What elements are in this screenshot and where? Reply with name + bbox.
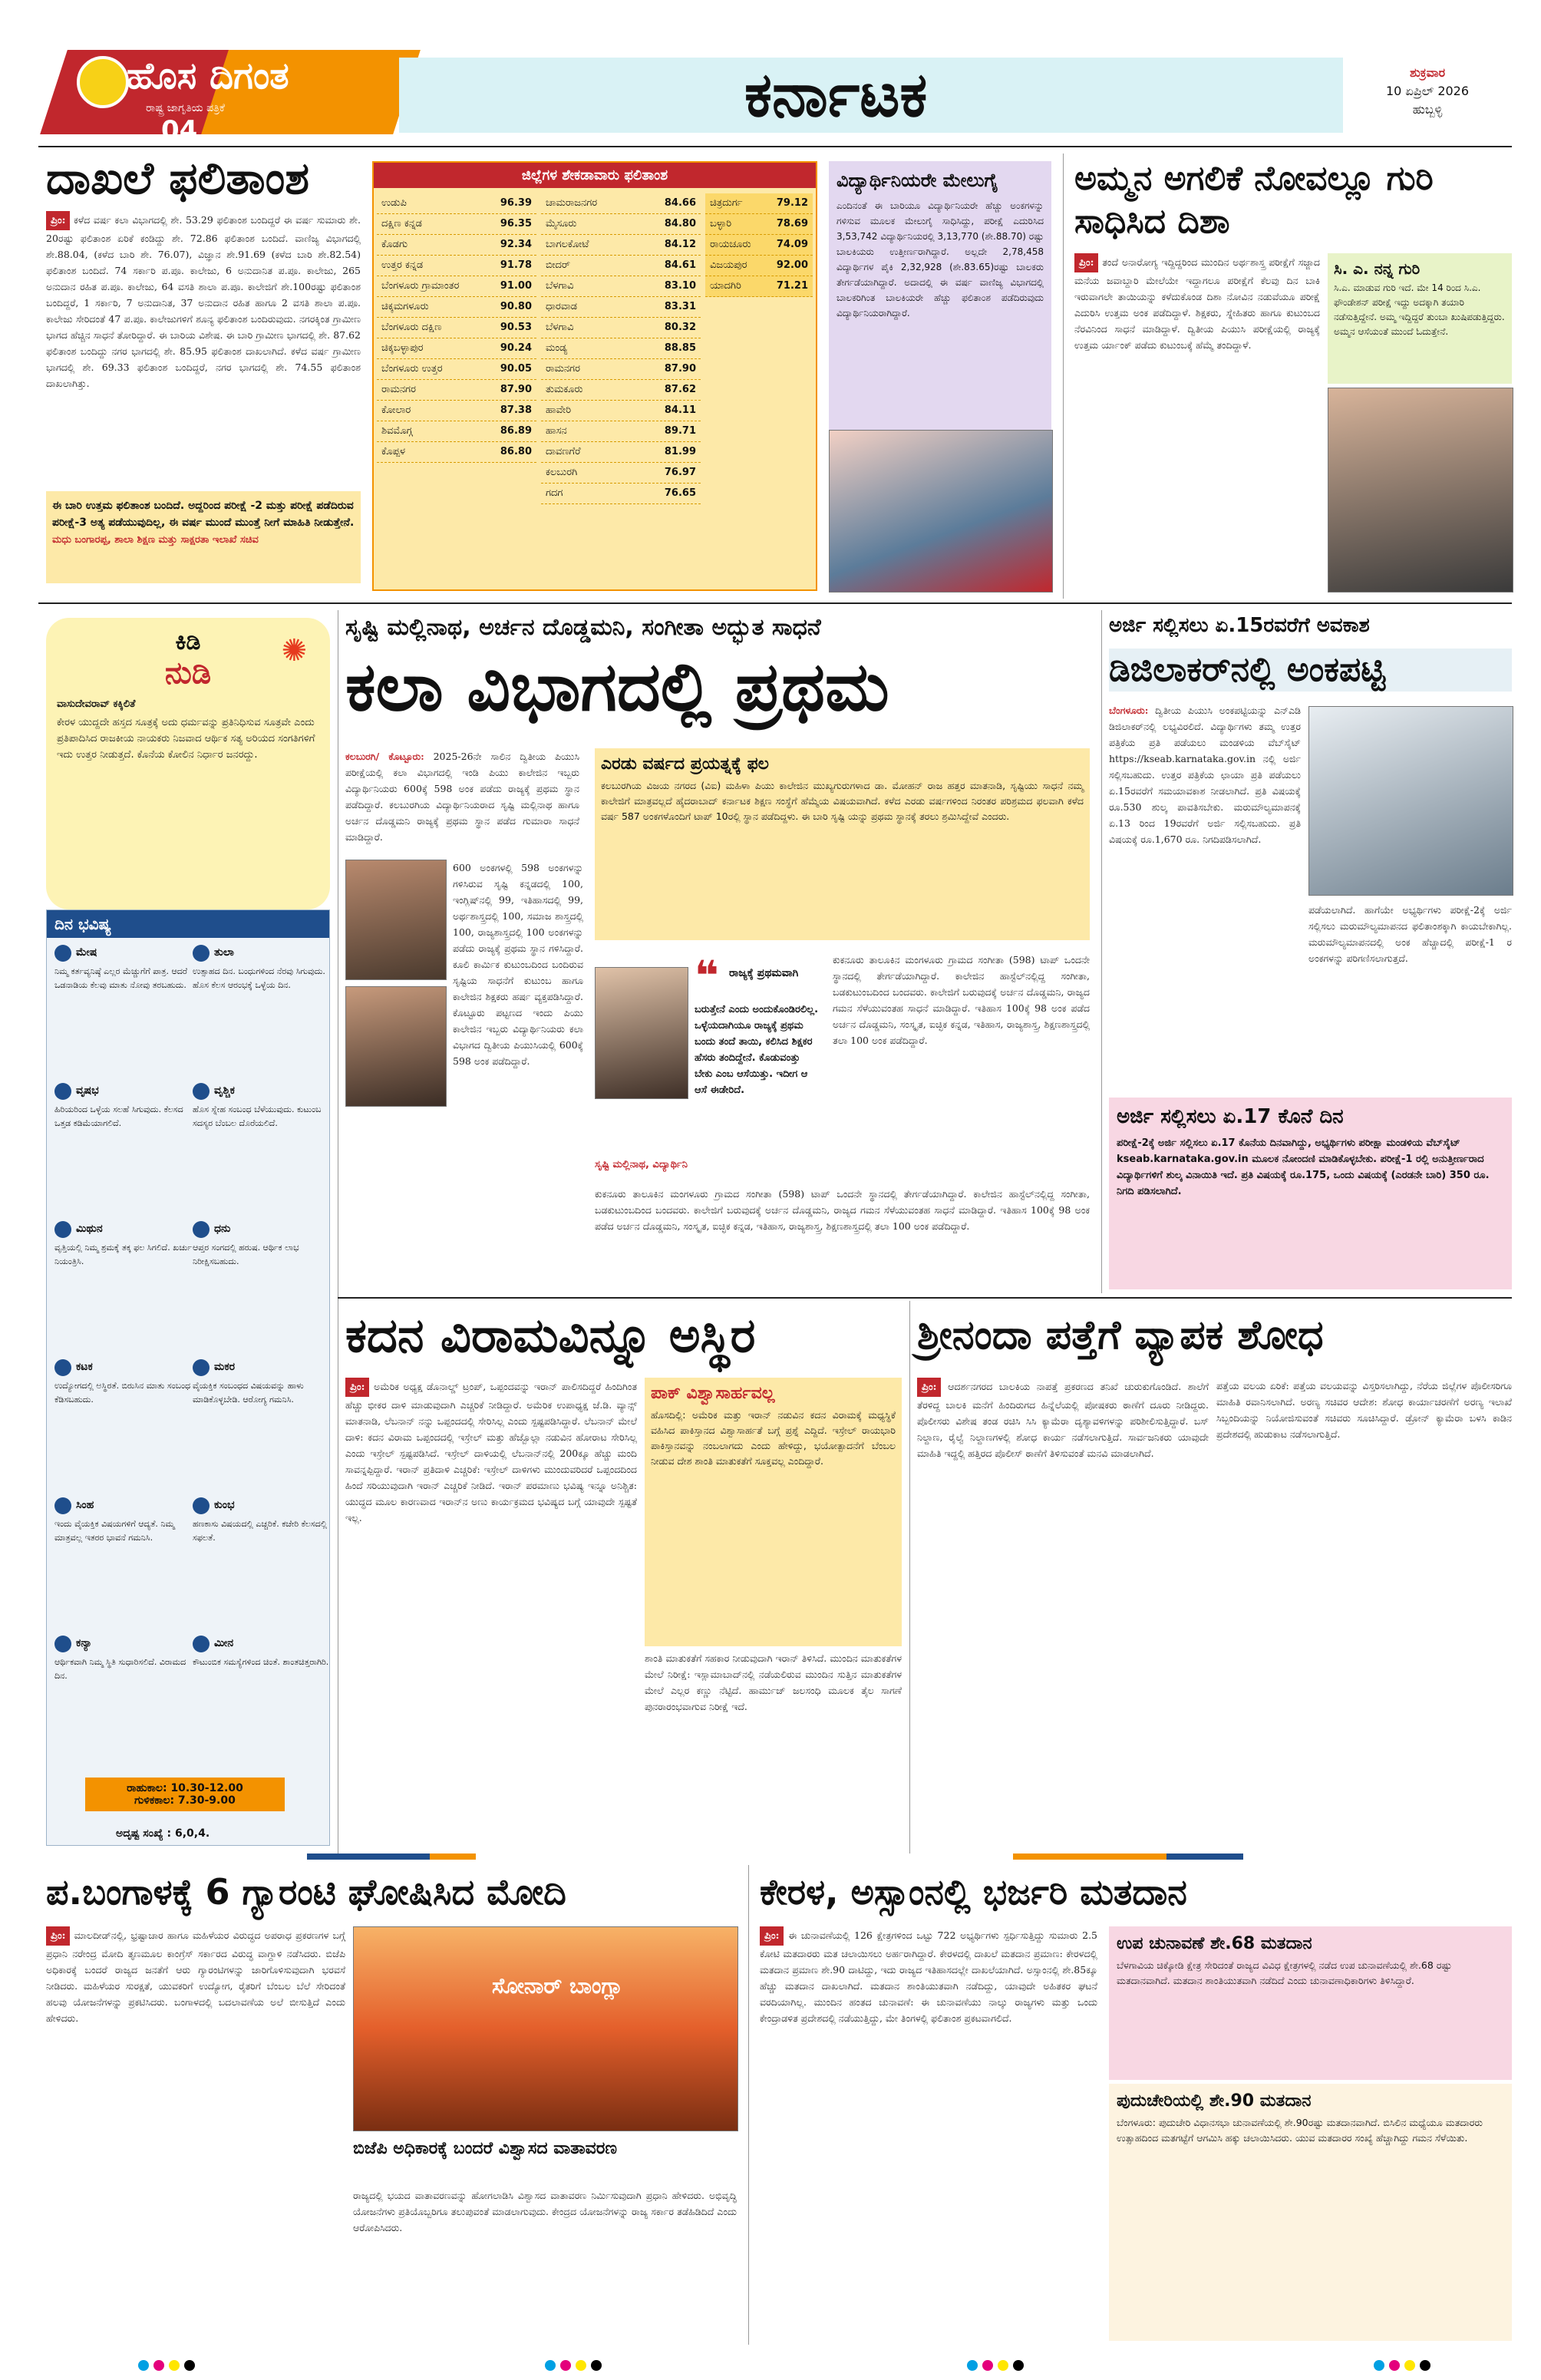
arts-body-2 [453, 860, 583, 1289]
horoscope-sign [193, 1083, 331, 1131]
sign-name: ಮೀನ [214, 1637, 234, 1649]
registration-marks [967, 2360, 1024, 2371]
sign-text: ಉದ್ಯೋಗದಲ್ಲಿ ಅಸ್ಥಿರತೆ. ಬಿರುಸಿನ ಮಾತು ಸಂಬಂಧ ಕೆಡಿಸಬಹುದು. [54, 1381, 191, 1405]
sign-name: ಧನು [214, 1223, 231, 1235]
horoscope-sign [193, 1221, 331, 1269]
sign-text: ಹಿರಿಯರಿಂದ ಒಳ್ಳೆಯ ಸಲಹೆ ಸಿಗುವುದು. ಕೆಲಸದ ಒತ್ತಡ ಕಡಿಮೆಯಾಗಲಿದೆ. [54, 1104, 183, 1128]
zodiac-icon [193, 1636, 210, 1652]
horoscope-sign [193, 1636, 331, 1669]
district-row [377, 256, 536, 276]
disha-photo [1328, 388, 1513, 593]
zodiac-icon [193, 1497, 210, 1514]
district-name: ಮಂಡ್ಯ [546, 342, 568, 354]
sign-text: ಉತ್ಸಾಹದ ದಿನ. ಬಂಧುಗಳಿಂದ ನೆರವು ಸಿಗುವುದು. ಹೊಸ ಕೆಲಸ ಆರಂಭಕ್ಕೆ ಒಳ್ಳೆಯ ದಿನ. [193, 966, 325, 990]
district-percent: 84.66 [664, 197, 696, 209]
district-row [705, 214, 813, 235]
zodiac-icon [193, 1221, 210, 1238]
district-percent: 87.90 [500, 384, 532, 395]
row-divider [38, 602, 1512, 604]
district-percent: 91.78 [500, 259, 532, 271]
arts-headline: ಕಲಾ ವಿಭಾಗದಲ್ಲಿ ಪ್ರಥಮ [345, 647, 889, 726]
district-name: ಕಲಬುರಗಿ [546, 467, 578, 478]
issue-day: ಶುಕ್ರವಾರ [1409, 65, 1446, 80]
dateline: ಪ್ರಿಂ: [46, 211, 70, 230]
bengal-body-text: ಮಾಲದೀಡ್‌ನಲ್ಲಿ, ಭ್ರಷ್ಟಾಚಾರ ಹಾಗೂ ಮಹಿಳೆಯರ ವಿರುದ್ಧದ ಅಪರಾಧ ಪ್ರಕರಣಗಳ ಬಗ್ಗೆ ಪ್ರಧಾನಿ ನರೇಂದ್ರ ಮೋದಿ ತೃಣಮೂಲ ಕಾಂಗ್ರೆಸ್ ಸರ್ಕಾರದ ವಿರುದ್ಧ ವಾಗ್ದಾಳಿ ನಡೆಸಿದರು. ಬಿಜೆಪಿ ಅಧಿಕಾರಕ್ಕೆ ಬಂದರೆ ರಾಜ್ಯದ ಜನತೆಗೆ ಆರು ಗ್ಯಾರಂಟಿಗಳನ್ನು ಜಾರಿಗೊಳಿಸುವುದಾಗಿ ಭರವಸೆ ನೀಡಿದರು. ಮಹಿಳೆಯರ ಸುರಕ್ಷತೆ, ಯುವಕರಿಗೆ ಉದ್ಯೋಗ, ರೈತರಿಗೆ ಬೆಂಬಲ ಬೆಲೆ ಸೇರಿದಂತೆ ಹಲವು ಯೋಜನೆಗಳನ್ನು ಪ್ರಕಟಿಸಿದರು. ಬಂಗಾಳದಲ್ಲಿ ಬದಲಾವಣೆಯ ಅಲೆ ಬೀಸುತ್ತಿದೆ ಎಂದು ಹೇಳಿದರು. [46, 1929, 345, 2024]
effort-box-title: ಎರಡು ವರ್ಷದ ಪ್ರಯತ್ನಕ್ಕೆ ಫಲ [601, 754, 769, 774]
district-percent: 83.31 [664, 301, 696, 312]
sign-name: ಕುಂಭ [214, 1499, 235, 1511]
minister-quote-box [46, 491, 361, 583]
district-percent: 87.62 [664, 384, 696, 395]
district-box-title: ಜಿಲ್ಲೆಗಳ ಶೇಕಡಾವಾರು ಫಲಿತಾಂಶ [374, 163, 816, 188]
district-name: ಚಿತ್ರದುರ್ಗ [710, 197, 743, 209]
kidi-nudi-box [46, 618, 330, 909]
district-percent: 96.39 [500, 197, 532, 209]
effort-box [595, 748, 1090, 940]
mother-headline: ಅಮ್ಮನ ಅಗಲಿಕೆ ನೋವಲ್ಲೂ ಗುರಿ ಸಾಧಿಸಿದ ದಿಶಾ [1074, 159, 1434, 241]
date-block [1343, 65, 1512, 117]
lucky-number: ಅದೃಷ್ಟ ಸಂಖ್ಯೆ : 6,0,4. [116, 1827, 210, 1840]
girls-box-title: ವಿದ್ಯಾರ್ಥಿನಿಯರೇ ಮೇಲುಗೈ [836, 170, 998, 191]
ceasefire-body-right [645, 1650, 902, 1846]
district-percent: 86.89 [500, 425, 532, 437]
district-row [541, 380, 701, 401]
ceasefire-body-right-text: ಶಾಂತಿ ಮಾತುಕತೆಗೆ ಸಹಕಾರ ನೀಡುವುದಾಗಿ ಇರಾನ್ ತಿಳಿಸಿದೆ. ಮುಂದಿನ ಮಾತುಕತೆಗಳ ಮೇಲೆ ನಿರೀಕ್ಷೆ: ಇಸ್ಲಾಮಾಬಾದ್‌ನಲ್ಲಿ ನಡೆಯಲಿರುವ ಮುಂದಿನ ಸುತ್ತಿನ ಮಾತುಕತೆಗಳ ಮೇಲೆ ಎಲ್ಲರ ಕಣ್ಣು ನೆಟ್ಟಿದೆ. ಹಾರ್ಮುಜ್ ಜಲಸಂಧಿ ಮೂಲಕ ತೈಲ ಸಾಗಣೆ ಪುನರಾರಂಭವಾಗುವ ನಿರೀಕ್ಷೆ ಇದೆ. [645, 1652, 902, 1712]
rahukala: ರಾಹುಕಾಲ: 10.30-12.00 [127, 1782, 243, 1794]
district-name: ಬೀದರ್ [546, 259, 570, 271]
srinanda-body [917, 1378, 1209, 1846]
kerala-body [760, 1926, 1097, 2341]
topper-photo [595, 967, 688, 1099]
kidi-author: ವಾಸುದೇವರಾವ್ ಕಕ್ಕಿಲಿತೆ [57, 698, 136, 710]
district-name: ರಾಮನಗರ [381, 384, 416, 395]
issue-city: ಹುಬ್ಬಳ್ಳಿ [1412, 102, 1443, 117]
district-row [541, 463, 701, 484]
district-name: ಬಳ್ಳಾರಿ [710, 218, 732, 229]
district-percent: 81.99 [664, 446, 696, 457]
district-percent: 84.61 [664, 259, 696, 271]
sign-name: ಸಿಂಹ [76, 1499, 94, 1511]
district-row [541, 442, 701, 463]
modi-rally-photo [353, 1926, 738, 2131]
section-color-strip [38, 1853, 1512, 1860]
district-row [705, 276, 813, 297]
apply-body-text: ದ್ವಿತೀಯ ಪಿಯುಸಿ ಅಂಕಪಟ್ಟಿಯನ್ನು ಎನ್‌ಎಡಿ ಡಿಜಿಲಾಕರ್‌ನಲ್ಲಿ ಲಭ್ಯವಿರಲಿದೆ. ವಿದ್ಯಾರ್ಥಿಗಳು ತಮ್ಮ ಉತ್ತರ ಪತ್ರಿಕೆಯ ಪ್ರತಿ ಪಡೆಯಲು ಮಂಡಳಿಯ ವೆಬ್‌ಸೈಟ್ https://kseab.karnataka.gov.in ನಲ್ಲಿ ಅರ್ಜಿ ಸಲ್ಲಿಸಬಹುದು. ಉತ್ತರ ಪತ್ರಿಕೆಯ ಛಾಯಾ ಪ್ರತಿ ಪಡೆಯಲು ಏ.15ರವರೆಗೆ ಸಮಯಾವಕಾಶ ನೀಡಲಾಗಿದೆ. ಪ್ರತಿ ವಿಷಯಕ್ಕೆ ರೂ.530 ಶುಲ್ಕ ಪಾವತಿಸಬೇಕು. ಮರುಮೌಲ್ಯಮಾಪನಕ್ಕೆ ಏ.13 ರಿಂದ 19ರವರೆಗೆ ಅರ್ಜಿ ಸಲ್ಲಿಸಬಹುದು. ಪ್ರತಿ ವಿಷಯಕ್ಕೆ ರೂ.1,670 ರೂ. ನಿಗದಿಪಡಿಸಲಾಗಿದೆ. [1109, 705, 1301, 845]
district-row [377, 235, 536, 256]
dateline: ಪ್ರಿಂ: [46, 1926, 70, 1946]
arts-body-1 [345, 748, 579, 860]
zodiac-icon [193, 945, 210, 962]
arts-dateline: ಕಲಬುರಗಿ/ ಕೊಟ್ಟೂರು: [345, 751, 424, 762]
district-percent: 92.00 [776, 259, 808, 271]
pak-box-title: ಪಾಕ್ ವಿಶ್ವಾಸಾರ್ಹವಲ್ಲ [651, 1384, 775, 1403]
district-percent: 88.85 [664, 342, 696, 354]
horoscope-sign [54, 1359, 193, 1407]
district-name: ವಿಜಯಪುರ [710, 259, 747, 271]
sign-text: ಆಪ್ತರ ಸಂಗದಲ್ಲಿ ಹರುಷ. ಆರ್ಥಿಕ ಲಾಭ ನಿರೀಕ್ಷಿಸಬಹುದು. [193, 1243, 299, 1266]
district-percent: 76.97 [664, 467, 696, 478]
arts-body-3-text: ಕುಕನೂರು ತಾಲೂಕಿನ ಮಂಗಳೂರು ಗ್ರಾಮದ ಸಂಗೀತಾ (598) ಟಾಪ್ ಒಂದನೇ ಸ್ಥಾನದಲ್ಲಿ ತೇರ್ಗಡೆಯಾಗಿದ್ದಾರೆ. ಕಾಲೇಜಿನ ಹಾಸ್ಟೆಲ್‌ನಲ್ಲಿದ್ದ ಸಂಗೀತಾ, ಬಡಕುಟುಂಬದಿಂದ ಬಂದವರು. ಕಾಲೇಜಿಗೆ ಬರುವುದಕ್ಕೆ ಅರ್ಚನ ದೊಡ್ಡಮನಿ, ರಾಜ್ಯದ ಗಮನ ಸೆಳೆಯುವಂತಹ ಸಾಧನೆ ಮಾಡಿದ್ದಾರೆ. ಇತಿಹಾಸ 100ಕ್ಕೆ 98 ಅಂಕ ಪಡೆದ ಅರ್ಚನ ದೊಡ್ಡಮನಿ, ಸಂಸ್ಕೃತ, ಐಚ್ಛಿಕ ಕನ್ನಡ, ಇತಿಹಾಸ, ರಾಜ್ಯಶಾಸ್ತ್ರ, ಶಿಕ್ಷಣಶಾಸ್ತ್ರದಲ್ಲಿ ತಲಾ 100 ಅಂಕ ಪಡೆದಿದ್ದಾರೆ. [595, 1188, 1090, 1232]
district-name: ತುಮಕೂರು [546, 384, 583, 395]
column-divider [909, 1301, 910, 1853]
district-name: ಬಾಗಲಕೋಟೆ [546, 239, 589, 250]
district-row [377, 359, 536, 380]
district-name: ರಾಯಚೂರು [710, 239, 751, 250]
horoscope-sign [193, 945, 331, 992]
paper-name: ಹೊಸ ದಿಗಂತ [127, 54, 289, 97]
district-row [541, 193, 701, 214]
district-row [377, 380, 536, 401]
district-percent: 90.53 [500, 322, 532, 333]
district-row [377, 214, 536, 235]
newspaper-logo-icon [77, 56, 129, 108]
ca-goal-title: ಸಿ. ಎ. ನನ್ನ ಗುರಿ [1334, 259, 1421, 278]
quote-name: ಸೃಷ್ಟಿ ಮಲ್ಲಿನಾಥ, ವಿದ್ಯಾರ್ಥಿನಿ [595, 1159, 688, 1170]
district-name: ಉತ್ತರ ಕನ್ನಡ [381, 259, 424, 271]
horoscope-sign [54, 1636, 193, 1683]
district-row [541, 359, 701, 380]
column-divider [1101, 610, 1102, 1293]
bengal-body [46, 1926, 345, 2341]
srinanda-headline: ಶ್ರೀನಂದಾ ಪತ್ತೆಗೆ ವ್ಯಾಪಕ ಶೋಧ [917, 1312, 1324, 1358]
registration-marks [138, 2360, 195, 2371]
quote-title: ರಾಜ್ಯಕ್ಕೆ ಪ್ರಥಮವಾಗಿ [729, 967, 799, 979]
ceasefire-body-text: ಅಮೆರಿಕ ಅಧ್ಯಕ್ಷ ಡೊನಾಲ್ಡ್ ಟ್ರಂಪ್, ಒಪ್ಪಂದವನ್ನು ಇರಾನ್ ಪಾಲಿಸದಿದ್ದರೆ ಹಿಂದಿಗಿಂತ ಹೆಚ್ಚು ಭೀಕರ ದಾಳಿ ಮಾಡುವುದಾಗಿ ಎಚ್ಚರಿಕೆ ನೀಡಿದ್ದಾರೆ. ಅಮೆರಿಕ ಉಪಾಧ್ಯಕ್ಷ ಜೆ.ಡಿ. ವ್ಯಾನ್ಸ್ ಮಾತನಾಡಿ, ಲೆಬನಾನ್ ನನ್ನು ಒಪ್ಪಂದದಲ್ಲಿ ಸೇರಿಸಿಲ್ಲ ಎಂದು ಸ್ಪಷ್ಟಪಡಿಸಿದ್ದಾರೆ. ಲೆಬನಾನ್ ಮೇಲೆ ದಾಳಿ: ಕದನ ವಿರಾಮ ಒಪ್ಪಂದದಲ್ಲಿ ಇಸ್ರೇಲ್ ಮತ್ತು ಹೆಜ್ಬೊಲ್ಲಾ ನಡುವಿನ ಹೋರಾಟ ಸೇರಿಸಿಲ್ಲ ಎಂದು ಇಸ್ರೇಲ್ ಸ್ಪಷ್ಟಪಡಿಸಿದೆ. ಇಸ್ರೇಲ್ ದಾಳಿಯಲ್ಲಿ ಲೆಬನಾನ್‌ನಲ್ಲಿ 200ಕ್ಕೂ ಹೆಚ್ಚು ಮಂದಿ ಸಾವನ್ನಪ್ಪಿದ್ದಾರೆ. ಇರಾನ್ ಪ್ರತಿದಾಳಿ ಎಚ್ಚರಿಕೆ: ಇಸ್ರೇಲ್ ದಾಳಿಗಳು ಮುಂದುವರಿದರೆ ಒಪ್ಪಂದದಿಂದ ಹಿಂದೆ ಸರಿಯುವುದಾಗಿ ಇರಾನ್ ಎಚ್ಚರಿಕೆ ನೀಡಿದೆ. ಇರಾನ್ ಪರಮಾಣು ಭವಿಷ್ಯ ಇನ್ನೂ ಅನಿಶ್ಚಿತ: ಯುದ್ಧದ ಮೂಲ ಕಾರಣವಾದ ಇರಾನ್‌ನ ಅಣು ಕಾರ್ಯಕ್ರಮದ ಭವಿಷ್ಯದ ಬಗ್ಗೆ ಯಾವುದೇ ಸ್ಪಷ್ಟತೆ ಇಲ್ಲ. [345, 1381, 637, 1523]
apply-dateline: ಬೆಂಗಳೂರು: [1109, 705, 1149, 716]
arts-body-1-text: 2025-26ನೇ ಸಾಲಿನ ದ್ವಿತೀಯ ಪಿಯುಸಿ ಪರೀಕ್ಷೆಯಲ್ಲಿ ಕಲಾ ವಿಭಾಗದಲ್ಲಿ ಇಂಡಿ ಪಿಯು ಕಾಲೇಜಿನ ಇಬ್ಬರು ವಿದ್ಯಾರ್ಥಿನಿಯರು 600ಕ್ಕೆ 598 ಅಂಕ ಪಡೆದು ರಾಜ್ಯಕ್ಕೆ ಪ್ರಥಮ ಸ್ಥಾನ ಪಡೆದಿದ್ದಾರೆ. ಕಲಬುರಗಿಯ ವಿದ್ಯಾರ್ಥಿನಿಯರಾದ ಸೃಷ್ಟಿ ಮಲ್ಲಿನಾಥ ಹಾಗೂ ಅರ್ಚನ ದೊಡ್ಡಮನಿ ರಾಜ್ಯಕ್ಕೆ ಪ್ರಥಮ ಸ್ಥಾನ ಪಡೆದ ಗುಮಾರಾ ಸಾಧನೆ ಮಾಡಿದ್ದಾರೆ. [345, 751, 579, 843]
puducherry-title: ಪುದುಚೇರಿಯಲ್ಲಿ ಶೇ.90 ಮತದಾನ [1117, 2091, 1312, 2111]
bypoll-title: ಉಪ ಚುನಾವಣೆ ಶೇ.68 ಮತದಾನ [1117, 1934, 1312, 1953]
district-row [377, 401, 536, 421]
horoscope-sign [54, 1083, 193, 1131]
column-divider [748, 1865, 749, 2345]
nudi-title: ನುಡಿ [164, 655, 212, 691]
archana-photo [345, 986, 447, 1107]
registration-marks [545, 2360, 602, 2371]
puducherry-body: ಬೆಂಗಳೂರು: ಪುದುಚೇರಿ ವಿಧಾನಸಭಾ ಚುನಾವಣೆಯಲ್ಲಿ ಶೇ.90ರಷ್ಟು ಮತದಾನವಾಗಿದೆ. ಬಿಸಿಲಿನ ಮಧ್ಯೆಯೂ ಮತದಾರರು ಉತ್ಸಾಹದಿಂದ ಮತಗಟ್ಟೆಗೆ ಆಗಮಿಸಿ ಹಕ್ಕು ಚಲಾಯಿಸಿದರು. ಯುವ ಮತದಾರರ ಸಂಖ್ಯೆ ಹೆಚ್ಚಾಗಿದ್ದು ಗಮನ ಸೆಳೆಯಿತು. [1117, 2117, 1483, 2144]
district-percent: 96.35 [500, 218, 532, 229]
district-percent: 90.05 [500, 363, 532, 375]
srinanda-body-text: ಆದರ್ಶನಗರದ ಬಾಲಕಿಯ ನಾಪತ್ತೆ ಪ್ರಕರಣದ ತನಿಖೆ ಚುರುಕುಗೊಂಡಿದೆ. ಶಾಲೆಗೆ ತೆರಳಿದ್ದ ಬಾಲಕಿ ಮನೆಗೆ ಹಿಂದಿರುಗದ ಹಿನ್ನೆಲೆಯಲ್ಲಿ ಪೋಷಕರು ಠಾಣೆಗೆ ದೂರು ನೀಡಿದ್ದರು. ಪೊಲೀಸರು ವಿಶೇಷ ತಂಡ ರಚಿಸಿ ಸಿಸಿ ಕ್ಯಾಮೆರಾ ದೃಶ್ಯಾವಳಿಗಳನ್ನು ಪರಿಶೀಲಿಸುತ್ತಿದ್ದಾರೆ. ಬಸ್ ನಿಲ್ದಾಣ, ರೈಲ್ವೆ ನಿಲ್ದಾಣಗಳಲ್ಲಿ ಶೋಧ ಕಾರ್ಯ ನಡೆಸಲಾಗುತ್ತಿದೆ. ಸಾರ್ವಜನಿಕರು ಯಾವುದೇ ಮಾಹಿತಿ ಇದ್ದಲ್ಲಿ ಹತ್ತಿರದ ಪೊಲೀಸ್ ಠಾಣೆಗೆ ತಿಳಿಸುವಂತೆ ಮನವಿ ಮಾಡಲಾಗಿದೆ. [917, 1381, 1209, 1459]
district-name: ರಾಮನಗರ [546, 363, 580, 375]
sign-name: ಮಿಥುನ [76, 1223, 103, 1235]
arts-body-3 [595, 1186, 1090, 1289]
district-row [541, 338, 701, 359]
district-name: ಮೈಸೂರು [546, 218, 577, 229]
district-name: ದಾವಣಗೆರೆ [546, 446, 581, 457]
district-row [377, 297, 536, 318]
horoscope-sign [54, 945, 193, 992]
district-percent: 76.65 [664, 487, 696, 499]
sign-name: ತುಲಾ [214, 946, 234, 959]
district-row [705, 193, 813, 214]
sign-text: ಕೌಟುಂಬಿಕ ಸಮಸ್ಯೆಗಳಿಂದ ಚಿಂತೆ. ಶಾಂತಚಿತ್ತರಾಗಿರಿ. [193, 1657, 329, 1667]
horoscope-box [46, 909, 330, 1846]
district-name: ಶಿವಮೊಗ್ಗ [381, 425, 413, 437]
district-percent: 87.38 [500, 404, 532, 416]
district-name: ಧಾರವಾಡ [546, 301, 578, 312]
horoscope-sign [193, 1359, 331, 1407]
district-col-2 [541, 193, 701, 504]
result-headline: ದಾಖಲೆ ಫಲಿತಾಂಶ [46, 152, 310, 204]
district-name: ಉಡುಪಿ [381, 197, 407, 209]
girls-box-body: ಎಂದಿನಂತೆ ಈ ಬಾರಿಯೂ ವಿದ್ಯಾರ್ಥಿನಿಯರೇ ಹೆಚ್ಚು ಅಂಕಗಳನ್ನು ಗಳಿಸುವ ಮೂಲಕ ಮೇಲುಗೈ ಸಾಧಿಸಿದ್ದು, ಪರೀಕ್ಷೆ ಎದುರಿಸಿದ 3,53,742 ವಿದ್ಯಾರ್ಥಿನಿಯರಲ್ಲಿ 3,13,770 (ಶೇ.88.70) ರಷ್ಟು ಬಾಲಕಿಯರು ಉತ್ತೀರ್ಣರಾಗಿದ್ದಾರೆ. ಅಲ್ಲದೇ 2,78,458 ವಿದ್ಯಾರ್ಥಿಗಳ ಪೈಕಿ 2,32,928 (ಶೇ.83.65)ರಷ್ಟು ಬಾಲಕರು ತೇರ್ಗಡೆಯಾಗಿದ್ದಾರೆ. ಅದಾದಲ್ಲಿ ಈ ವರ್ಷ ವಾಣಿಜ್ಯ ವಿಭಾಗದಲ್ಲಿ ಬಾಲಕರಿಗಿಂತ ಬಾಲಕಿಯರೇ ಹೆಚ್ಚು ಫಲಿತಾಂಶ ಪಡೆದಿರುವುದು ವಿದ್ಯಾರ್ಥಿನಿಯರಾಗಿದ್ದಾರೆ. [836, 200, 1044, 319]
sign-name: ಕಟಕ [76, 1361, 93, 1373]
srinanda-body-right-text: ಪತ್ತೆಯ ವಲಯ ಏರಿಕೆ: ಪತ್ತೆಯ ವಲಯವನ್ನು ವಿಸ್ತರಿಸಲಾಗಿದ್ದು, ನೆರೆಯ ಜಿಲ್ಲೆಗಳ ಪೊಲೀಸರಿಗೂ ಮಾಹಿತಿ ರವಾನಿಸಲಾಗಿದೆ. ಅರಣ್ಯ ಸಚಿವರ ಆದೇಶ: ಶೋಧ ಕಾರ್ಯಾಚರಣೆಗೆ ಅರಣ್ಯ ಇಲಾಖೆ ಸಿಬ್ಬಂದಿಯನ್ನು ನಿಯೋಜಿಸುವಂತೆ ಸಚಿವರು ಸೂಚಿಸಿದ್ದಾರೆ. ಡ್ರೋನ್ ಕ್ಯಾಮೆರಾ ಬಳಸಿ ಕಾಡಿನ ಪ್ರದೇಶದಲ್ಲಿ ಹುಡುಕಾಟ ನಡೆಸಲಾಗುತ್ತಿದೆ. [1216, 1380, 1512, 1440]
district-row [377, 421, 536, 442]
district-name: ಕೊಡಗು [381, 239, 408, 250]
result-body-text: ಕಳೆದ ವರ್ಷ ಕಲಾ ವಿಭಾಗದಲ್ಲಿ ಶೇ. 53.29 ಫಲಿತಾಂಶ ಬಂದಿದ್ದರೆ ಈ ವರ್ಷ ಸುಮಾರು ಶೇ. 20ರಷ್ಟು ಫಲಿತಾಂಶ ಏರಿಕೆ ಕಂಡಿದ್ದು ಶೇ. 72.86 ಫಲಿತಾಂಶ ಬಂದಿದೆ. ವಾಣಿಜ್ಯ ವಿಭಾಗದಲ್ಲಿ ಶೇ.88.04, (ಕಳೆದ ಬಾರಿ ಶೇ. 76.07), ವಿಜ್ಞಾನ ಶೇ.91.69 (ಕಳೆದ ಬಾರಿ ಶೇ.82.54) ಫಲಿತಾಂಶ ಬಂದಿದೆ. 74 ಸರ್ಕಾರಿ ಪ.ಪೂ. ಕಾಲೇಜು, 6 ಅನುದಾನಿತ ಪ.ಪೂ. ಕಾಲೇಜು, 265 ಅನುದಾನ ರಹಿತ ಪ.ಪೂ. ಕಾಲೇಜು, 64 ವಸತಿ ಶಾಲಾ ಪ.ಪೂ. ಕಾಲೇಜಿಗೆ ಶೇ.100ರಷ್ಟು ಫಲಿತಾಂಶ ಬಂದಿದ್ದರೆ, 1 ಸರ್ಕಾರಿ, 7 ಅನುದಾನಿತ, 37 ಅನುದಾನ ರಹಿತ ಹಾಗೂ 2 ವಸತಿ ಶಾಲಾ ಪ.ಪೂ. ಕಾಲೇಜು ಸೇರಿದಂತೆ 47 ಪ.ಪೂ. ಕಾಲೇಜುಗಳಿಗೆ ಶೂನ್ಯ ಫಲಿತಾಂಶ ಬಂದಿರುವುದು. ನಗರಕ್ಕಿಂತ ಗ್ರಾಮೀಣ ಭಾಗದ ಹೆಚ್ಚಿನ ಸಾಧನೆ ತೋರಿದ್ದಾರೆ. ಈ ಬಾರಿಯ ವಿಶೇಷ. ಈ ಬಾರಿ ಗ್ರಾಮೀಣ ಭಾಗದಲ್ಲಿ ಶೇ. 87.62 ಫಲಿತಾಂಶ ಬಂದಿದ್ದು ನಗರ ಭಾಗದಲ್ಲಿ ಶೇ. 85.95 ಫಲಿತಾಂಶ ದಾಖಲಾಗಿದೆ. ಕಳೆದ ವರ್ಷ ಗ್ರಾಮೀಣ ಭಾಗದಲ್ಲಿ ಶೇ. 69.33 ಫಲಿತಾಂಶ ಬಂದಿದ್ದರೆ, ನಗರ ಭಾಗದಲ್ಲಿ ಶೇ. 74.55 ಫಲಿತಾಂಶ ದಾಖಲಾಗಿತ್ತು. [46, 214, 361, 389]
spark-icon: ✺ [281, 633, 307, 668]
apply-body [1109, 702, 1301, 1086]
district-percent: 84.12 [664, 239, 696, 250]
sign-text: ವೃತ್ತಿಯಲ್ಲಿ ನಿಮ್ಮ ಶ್ರಮಕ್ಕೆ ತಕ್ಕ ಫಲ ಸಿಗಲಿದೆ. ಖರ್ಚು ನಿಯಂತ್ರಿಸಿ. [54, 1243, 192, 1266]
district-name: ಬೆಳಗಾವಿ [546, 322, 574, 333]
puducherry-box [1109, 2084, 1512, 2341]
district-percent: 78.69 [776, 218, 808, 229]
arts-body-3-right [833, 952, 1090, 1182]
kaala-box [85, 1778, 285, 1811]
computer-lab-photo [1308, 706, 1513, 896]
column-divider [1063, 153, 1064, 599]
sign-name: ಮೇಷ [76, 946, 97, 959]
district-name: ಚಿಕ್ಕಬಳ್ಳಾಪುರ [381, 342, 424, 354]
district-name: ಹಾಸನ [546, 425, 567, 437]
district-percent: 90.80 [500, 301, 532, 312]
zodiac-icon [193, 1359, 210, 1376]
kerala-headline: ಕೇರಳ, ಅಸ್ಸಾಂನಲ್ಲಿ ಭರ್ಜರಿ ಮತದಾನ [760, 1871, 1187, 1913]
dateline: ಪ್ರಿಂ: [345, 1378, 369, 1397]
srinanda-body-right [1216, 1378, 1512, 1846]
sign-text: ಹೊಸ ಸ್ನೇಹ ಸಂಬಂಧ ಬೆಳೆಯುವುದು. ಕುಟುಂಬ ಸದಸ್ಯರ ಬೆಂಬಲ ದೊರೆಯಲಿದೆ. [193, 1104, 322, 1128]
arts-body-2-text: 600 ಅಂಕಗಳಲ್ಲಿ 598 ಅಂಕಗಳನ್ನು ಗಳಿಸಿರುವ ಸೃಷ್ಟಿ ಕನ್ನಡದಲ್ಲಿ 100, ಇಂಗ್ಲಿಷ್‌ನಲ್ಲಿ 99, ಇತಿಹಾಸದಲ್ಲಿ 99, ಅರ್ಥಶಾಸ್ತ್ರದಲ್ಲಿ 100, ಸಮಾಜ ಶಾಸ್ತ್ರದಲ್ಲಿ 100, ರಾಜ್ಯಶಾಸ್ತ್ರದಲ್ಲಿ 100 ಅಂಕಗಳನ್ನು ಪಡೆದು ರಾಜ್ಯಕ್ಕೆ ಪ್ರಥಮ ಸ್ಥಾನ ಗಳಿಸಿದ್ದಾರೆ. ಕೂಲಿ ಕಾರ್ಮಿಕ ಕುಟುಂಬದಿಂದ ಬಂದಿರುವ ಸೃಷ್ಟಿಯ ಸಾಧನೆಗೆ ಕುಟುಂಬ ಹಾಗೂ ಕಾಲೇಜಿನ ಶಿಕ್ಷಕರು ಹರ್ಷ ವ್ಯಕ್ತಪಡಿಸಿದ್ದಾರೆ. ಕೊಟ್ಟೂರು ಪಟ್ಟಣದ ಇಂದು ಪಿಯು ಕಾಲೇಜಿನ ಇಬ್ಬರು ವಿದ್ಯಾರ್ಥಿನಿಯರು ಕಲಾ ವಿಭಾಗದ ದ್ವಿತೀಯ ಪಿಯುಸಿಯಲ್ಲಿ 600ಕ್ಕೆ 598 ಅಂಕ ಪಡೆದಿದ್ದಾರೆ. [453, 862, 583, 1067]
sign-name: ಮಕರ [214, 1361, 236, 1373]
district-percent: 84.11 [664, 404, 696, 416]
zodiac-icon [54, 1083, 71, 1100]
district-percent: 71.21 [776, 280, 808, 292]
deadline-title: ಅರ್ಜಿ ಸಲ್ಲಿಸಲು ಏ.17 ಕೊನೆ ದಿನ [1117, 1105, 1344, 1128]
district-name: ಬೆಂಗಳೂರು ದಕ್ಷಿಣ [381, 322, 442, 333]
district-percent: 89.71 [664, 425, 696, 437]
district-row [541, 421, 701, 442]
district-row [541, 276, 701, 297]
dateline: ಪ್ರಿಂ: [917, 1378, 941, 1397]
sign-name: ಕನ್ಯಾ [76, 1637, 92, 1649]
sign-text: ಇಂದು ವೈಯಕ್ತಿಕ ವಿಷಯಗಳಿಗೆ ಆದ್ಯತೆ. ನಿಮ್ಮ ಮಾತ್ರವಲ್ಲ ಇತರರ ಭಾವನೆ ಗಮನಿಸಿ. [54, 1519, 175, 1543]
srushti-photo [345, 860, 447, 980]
mother-body-text: ತಂದೆ ಅನಾರೋಗ್ಯ ಇದ್ದಿದ್ದರಿಂದ ಮುಂದಿನ ಅರ್ಥಶಾಸ್ತ್ರ ಪರೀಕ್ಷೆಗೆ ಸಜ್ಜಾದ ಮನೆಯ ಜವಾಬ್ದಾರಿ ಮೇಲೆಯೇ ಇದ್ದಾಗಲೂ ಪರೀಕ್ಷೆಗೆ ಕೆಲವು ದಿನ ಬಾಕಿ ಇರುವಾಗಲೇ ತಾಯಿಯನ್ನು ಕಳೆದುಕೊಂಡ ದಿಶಾ ನೋವಿನ ನಡುವೆಯೂ ಪರೀಕ್ಷೆ ಎದುರಿಸಿ ಉತ್ತಮ ಅಂಕ ಪಡೆದಿದ್ದಾಳೆ. ಶಿಕ್ಷಕರು, ಸ್ನೇಹಿತರು ಹಾಗೂ ಕುಟುಂಬದ ನೆರವಿನಿಂದ ಸಾಧನೆ ಮಾಡಿದ್ದಾಳೆ. ದ್ವಿತೀಯ ಪಿಯುಸಿ ಪರೀಕ್ಷೆಯಲ್ಲಿ ರಾಜ್ಯಕ್ಕೆ ಉತ್ತಮ ರ್ಯಾಂಕ್ ಪಡೆದು ಕುಟುಂಬಕ್ಕೆ ಹೆಮ್ಮೆ ತಂದಿದ್ದಾಳೆ. [1074, 256, 1320, 351]
zodiac-icon [193, 1083, 210, 1100]
paper-tagline: ರಾಷ್ಟ್ರ ಜಾಗೃತಿಯ ಪತ್ರಿಕೆ [146, 102, 225, 114]
district-row [541, 214, 701, 235]
district-row [705, 235, 813, 256]
zodiac-icon [54, 1497, 71, 1514]
district-row [541, 256, 701, 276]
kerala-body-text: ಈ ಚುನಾವಣೆಯಲ್ಲಿ 126 ಕ್ಷೇತ್ರಗಳಿಂದ ಒಟ್ಟು 722 ಅಭ್ಯರ್ಥಿಗಳು ಸ್ಪರ್ಧಿಸುತ್ತಿದ್ದು ಸುಮಾರು 2.5 ಕೋಟಿ ಮತದಾರರು ಮತ ಚಲಾಯಿಸಲು ಅರ್ಹರಾಗಿದ್ದಾರೆ. ಕೇರಳದಲ್ಲಿ ದಾಖಲೆ ಮತದಾನ ಪ್ರಮಾಣ: ಕೇರಳದಲ್ಲಿ ಮತದಾನ ಪ್ರಮಾಣ ಶೇ.90 ದಾಟಿದ್ದು, ಇದು ರಾಜ್ಯದ ಇತಿಹಾಸದಲ್ಲೇ ದಾಖಲೆಯಾಗಿದೆ. ಅಸ್ಸಾಂನಲ್ಲಿ ಶೇ.85ಕ್ಕೂ ಹೆಚ್ಚು ಮತದಾನ ದಾಖಲಾಗಿದೆ. ಮತದಾನ ಶಾಂತಿಯುತವಾಗಿ ನಡೆದಿದ್ದು, ಯಾವುದೇ ಅಹಿತಕರ ಘಟನೆ ವರದಿಯಾಗಿಲ್ಲ. ಮುಂದಿನ ಹಂತದ ಚುನಾವಣೆ: ಈ ಚುನಾವಣೆಯು ನಾಲ್ಕು ರಾಜ್ಯಗಳು ಮತ್ತು ಒಂದು ಕೇಂದ್ರಾಡಳಿತ ಪ್ರದೇಶದಲ್ಲಿ ನಡೆಯುತ್ತಿದ್ದು, ಮೇ ತಿಂಗಳಲ್ಲಿ ಫಲಿತಾಂಶ ಪ್ರಕಟವಾಗಲಿದೆ. [760, 1929, 1097, 2024]
arts-kicker: ಸೃಷ್ಟಿ ಮಲ್ಲಿನಾಥ, ಅರ್ಚನ ದೊಡ್ಡಮನಿ, ಸಂಗೀತಾ ಅದ್ಭುತ ಸಾಧನೆ [345, 614, 821, 641]
district-name: ಹಾವೇರಿ [546, 404, 572, 416]
minister-name: ಮಧು ಬಂಗಾರಪ್ಪ, ಶಾಲಾ ಶಿಕ್ಷಣ ಮತ್ತು ಸಾಕ್ಷರತಾ ಇಲಾಖೆ ಸಚಿವ [52, 534, 259, 546]
district-name: ಕೋಲಾರ [381, 404, 411, 416]
masthead [38, 50, 1512, 146]
district-percent: 92.34 [500, 239, 532, 250]
horoscope-sign [193, 1497, 331, 1545]
ceasefire-headline: ಕದನ ವಿರಾಮವಿನ್ನೂ ಅಸ್ಥಿರ [345, 1307, 756, 1363]
district-row [541, 484, 701, 504]
girls-box [829, 161, 1051, 430]
sign-text: ವೈಯಕ್ತಿಕ ಸಂಬಂಧದ ವಿಷಯವನ್ನು ಹಾಳು ಮಾಡಿಕೊಳ್ಳಬೇಡಿ. ಆರೋಗ್ಯ ಗಮನಿಸಿ. [193, 1381, 304, 1405]
bypoll-body: ಬೆಳಗಾವಿಯ ಚಿಕ್ಕೋಡಿ ಕ್ಷೇತ್ರ ಸೇರಿದಂತೆ ರಾಜ್ಯದ ವಿವಿಧ ಕ್ಷೇತ್ರಗಳಲ್ಲಿ ನಡೆದ ಉಪ ಚುನಾವಣೆಯಲ್ಲಿ ಶೇ.68 ರಷ್ಟು ಮತದಾನವಾಗಿದೆ. ಮತದಾನ ಶಾಂತಿಯುತವಾಗಿ ನಡೆದಿದೆ ಎಂದು ಚುನಾವಣಾಧಿಕಾರಿಗಳು ತಿಳಿಸಿದ್ದಾರೆ. [1117, 1959, 1452, 1986]
rally-banner-text: ಸೋನಾರ್ ಬಾಂಗ್ಲಾ [492, 1973, 623, 1999]
district-name: ಗದಗ [546, 487, 563, 499]
district-percent: 87.90 [664, 363, 696, 375]
district-percent: 83.10 [664, 280, 696, 292]
zodiac-icon [54, 945, 71, 962]
district-col-1 [377, 193, 536, 463]
district-percent: 74.09 [776, 239, 808, 250]
gulika: ಗುಳಿಕಕಾಲ: 7.30-9.00 [134, 1794, 236, 1807]
district-row [541, 235, 701, 256]
district-row [377, 276, 536, 297]
ca-goal-box [1328, 253, 1512, 384]
section-title: ಕರ್ನಾಟಕ [744, 59, 928, 130]
horoscope-sign [54, 1221, 193, 1269]
district-row [541, 401, 701, 421]
apply-kicker: ಅರ್ಜಿ ಸಲ್ಲಿಸಲು ಏ.15ರವರೆಗೆ ಅವಕಾಶ [1109, 614, 1370, 637]
sign-text: ನಿಮ್ಮ ಕರ್ತವ್ಯನಿಷ್ಠೆ ಎಲ್ಲರ ಮೆಚ್ಚುಗೆಗೆ ಪಾತ್ರ. ಆದರೆ ಒಡನಾಡಿಯ ಕೆಲವು ಮಾತು ನೋವು ತರಬಹುದು. [54, 966, 188, 990]
bengal-box-title: ಬಿಜೆಪಿ ಅಧಿಕಾರಕ್ಕೆ ಬಂದರೆ ವಿಶ್ವಾಸದ ವಾತಾವರಣ [353, 2139, 617, 2158]
page-number: 04 [161, 115, 198, 146]
arts-body-3-right-text: ಕುಕನೂರು ತಾಲೂಕಿನ ಮಂಗಳೂರು ಗ್ರಾಮದ ಸಂಗೀತಾ (598) ಟಾಪ್ ಒಂದನೇ ಸ್ಥಾನದಲ್ಲಿ ತೇರ್ಗಡೆಯಾಗಿದ್ದಾರೆ. ಕಾಲೇಜಿನ ಹಾಸ್ಟೆಲ್‌ನಲ್ಲಿದ್ದ ಸಂಗೀತಾ, ಬಡಕುಟುಂಬದಿಂದ ಬಂದವರು. ಕಾಲೇಜಿಗೆ ಬರುವುದಕ್ಕೆ ಅರ್ಚನ ದೊಡ್ಡಮನಿ, ರಾಜ್ಯದ ಗಮನ ಸೆಳೆಯುವಂತಹ ಸಾಧನೆ ಮಾಡಿದ್ದಾರೆ. ಇತಿಹಾಸ 100ಕ್ಕೆ 98 ಅಂಕ ಪಡೆದ ಅರ್ಚನ ದೊಡ್ಡಮನಿ, ಸಂಸ್ಕೃತ, ಐಚ್ಛಿಕ ಕನ್ನಡ, ಇತಿಹಾಸ, ರಾಜ್ಯಶಾಸ್ತ್ರ, ಶಿಕ್ಷಣಶಾಸ್ತ್ರದಲ್ಲಿ ತಲಾ 100 ಅಂಕ ಪಡೆದಿದ್ದಾರೆ. [833, 954, 1090, 1046]
district-name: ಬೆಳಗಾವಿ [546, 280, 574, 292]
row-divider [338, 1297, 1512, 1299]
district-name: ಚಿಕ್ಕಮಗಳೂರು [381, 301, 429, 312]
apply-body-right-text: ಪಡೆಯಲಾಗಿದೆ. ಹಾಗೆಯೇ ಅಭ್ಯರ್ಥಿಗಳು ಪರೀಕ್ಷೆ-2ಕ್ಕೆ ಅರ್ಜಿ ಸಲ್ಲಿಸಲು ಮರುಮೌಲ್ಯಮಾಪನದ ಫಲಿತಾಂಶಕ್ಕಾಗಿ ಕಾಯಬೇಕಾಗಿಲ್ಲ. ಮರುಮೌಲ್ಯಮಾಪನದಲ್ಲಿ ಅಂಕ ಹೆಚ್ಚಾದಲ್ಲಿ ಪರೀಕ್ಷೆ-1 ರ ಅಂಕಗಳನ್ನು ಪರಿಗಣಿಸಲಾಗುತ್ತದೆ. [1308, 904, 1512, 964]
district-row [377, 193, 536, 214]
kidi-title: ಕಿಡಿ [175, 629, 201, 655]
district-percent: 80.32 [664, 322, 696, 333]
minister-quote: ಈ ಬಾರಿ ಉತ್ತಮ ಫಲಿತಾಂಶ ಬಂದಿದೆ. ಅದ್ದರಿಂದ ಪರೀಕ್ಷೆ -2 ಮತ್ತು ಪರೀಕ್ಷೆ ಪಡೆದಿರುವ ಪರೀಕ್ಷೆ-3 ಅತ್ಯ ಪಡೆಯುವುದಿಲ್ಲ, ಈ ವರ್ಷ ಮುಂದೆ ಮುಂತ್ತೆ ನೀಗೆ ಮಾಹಿತಿ ನೀಡುತ್ತೇನೆ. [52, 500, 355, 529]
horoscope-sign [54, 1497, 193, 1545]
ceasefire-body [345, 1378, 637, 1846]
bengal-headline: ಪ.ಬಂಗಾಳಕ್ಕೆ 6 ಗ್ಯಾರಂಟಿ ಘೋಷಿಸಿದ ಮೋದಿ [46, 1871, 566, 1913]
sign-text: ಹಣಕಾಸು ವಿಷಯದಲ್ಲಿ ಎಚ್ಚರಿಕೆ. ಕಚೇರಿ ಕೆಲಸದಲ್ಲಿ ಸಫಲತೆ. [193, 1519, 328, 1543]
students-photo [829, 430, 1053, 593]
district-name: ಕೊಪ್ಪಳ [381, 446, 406, 457]
district-row [377, 318, 536, 338]
district-name: ಯಾದಗಿರಿ [710, 280, 741, 292]
zodiac-icon [54, 1359, 71, 1376]
deadline-box [1109, 1098, 1512, 1289]
masthead-divider [38, 146, 1512, 147]
result-body [46, 211, 361, 487]
district-row [705, 256, 813, 276]
zodiac-icon [54, 1636, 71, 1652]
sign-name: ವೃಶ್ಚಿಕ [214, 1084, 235, 1097]
quote-mark-icon: ❝ [695, 952, 719, 1000]
horoscope-title: ದಿನ ಭವಿಷ್ಯ [47, 910, 329, 938]
mother-body [1074, 253, 1320, 591]
district-name: ದಕ್ಷಿಣ ಕನ್ನಡ [381, 218, 422, 229]
bypoll-box [1109, 1926, 1512, 2080]
district-name: ಬೆಂಗಳೂರು ಗ್ರಾಮಾಂತರ [381, 280, 460, 292]
registration-marks [1374, 2360, 1430, 2371]
ca-goal-body: ಸಿ.ಎ. ಮಾಡುವ ಗುರಿ ಇದೆ. ಮೇ 14 ರಿಂದ ಸಿ.ಎ. ಫೌಂಡೇಶನ್ ಪರೀಕ್ಷೆ ಇದ್ದು ಅದಕ್ಕಾಗಿ ತಯಾರಿ ನಡೆಸುತ್ತಿದ್ದೇನೆ. ಅಮ್ಮ ಇದ್ದಿದ್ದರೆ ತುಂಬಾ ಖುಷಿಪಡುತ್ತಿದ್ದರು. ಅಮ್ಮನ ಆಸೆಯಂತೆ ಮುಂದೆ ಓದುತ್ತೇನೆ. [1334, 282, 1505, 337]
district-results-box [372, 161, 817, 591]
district-percent: 91.00 [500, 280, 532, 292]
district-name: ಚಾಮರಾಜನಗರ [546, 197, 598, 209]
pak-box-body: ಹೊಸದಿಲ್ಲಿ: ಅಮೆರಿಕ ಮತ್ತು ಇರಾನ್ ನಡುವಿನ ಕದನ ವಿರಾಮಕ್ಕೆ ಮಧ್ಯಸ್ಥಿಕೆ ವಹಿಸಿದ ಪಾಕಿಸ್ತಾನದ ವಿಶ್ವಾಸಾರ್ಹತೆ ಬಗ್ಗೆ ಪ್ರಶ್ನೆ ಎದ್ದಿದೆ. ಇಸ್ರೇಲ್ ರಾಯಭಾರಿ ಪಾಕಿಸ್ತಾನವನ್ನು ನಂಬಲಾಗದು ಎಂದು ಹೇಳಿದ್ದು, ಭಯೋತ್ಪಾದನೆಗೆ ಬೆಂಬಲ ನೀಡುವ ದೇಶ ಶಾಂತಿ ಮಾತುಕತೆಗೆ ಸೂಕ್ತವಲ್ಲ ಎಂದಿದ್ದಾರೆ. [651, 1409, 896, 1467]
district-percent: 79.12 [776, 197, 808, 209]
apply-body-right [1308, 902, 1512, 1086]
district-row [377, 338, 536, 359]
district-name: ಬೆಂಗಳೂರು ಉತ್ತರ [381, 363, 443, 375]
bengal-box-body-text: ರಾಜ್ಯದಲ್ಲಿ ಭಯದ ವಾತಾವರಣವನ್ನು ಹೋಗಲಾಡಿಸಿ ವಿಶ್ವಾಸದ ವಾತಾವರಣ ನಿರ್ಮಿಸುವುದಾಗಿ ಪ್ರಧಾನಿ ಹೇಳಿದರು. ಅಭಿವೃದ್ಧಿ ಯೋಜನೆಗಳು ಪ್ರತಿಯೊಬ್ಬರಿಗೂ ತಲುಪುವಂತೆ ಮಾಡಲಾಗುವುದು. ಕೇಂದ್ರದ ಯೋಜನೆಗಳನ್ನು ರಾಜ್ಯ ಸರ್ಕಾರ ತಡೆಹಿಡಿದಿದೆ ಎಂದು ಆರೋಪಿಸಿದರು. [353, 2190, 737, 2233]
apply-headline: ಡಿಜಿಲಾಕರ್‌ನಲ್ಲಿ ಅಂಕಪಟ್ಟಿ [1109, 649, 1512, 692]
zodiac-icon [54, 1221, 71, 1238]
district-percent: 84.80 [664, 218, 696, 229]
sign-name: ವೃಷಭ [76, 1084, 99, 1097]
district-col-3 [705, 193, 813, 297]
quote-text: ಬರುತ್ತೇನೆ ಎಂದು ಅಂದುಕೊಂಡಿರಲಿಲ್ಲ. ಒಳ್ಳೆಯದಾಗಿಯೂ ರಾಜ್ಯಕ್ಕೆ ಪ್ರಥಮ ಬಂದು ತಂದೆ ತಾಯಿ, ಕಲಿಸಿದ ಶಿಕ್ಷಕರ ಹೆಸರು ತಂದಿದ್ದೇನೆ. ಕೊಡುವಂತ್ತು ಬೇಕು ಎಂಬ ಆಸೆಯಿತ್ತು. ಇದೀಗ ಆ ಆಸೆ ಈಡೇರಿದೆ. [695, 1004, 819, 1096]
district-row [541, 318, 701, 338]
pak-box [645, 1378, 902, 1646]
district-percent: 90.24 [500, 342, 532, 354]
issue-date: 10 ಏಪ್ರಿಲ್ 2026 [1385, 84, 1470, 98]
dateline: ಪ್ರಿಂ: [760, 1926, 784, 1946]
district-row [377, 442, 536, 463]
district-percent: 86.80 [500, 446, 532, 457]
kidi-body: ಕೇರಳ ಯುದ್ದದೇ ಹಸ್ತದ ಸೂತ್ರಕ್ಕೆ ಅದು ಧರ್ಮವನ್ನು ಪ್ರತಿನಿಧಿಸುವ ಸೂತ್ರವೇ ಎಂದು ಪ್ರತಿಪಾದಿಸಿದ ರಾಜಕೀಯ ನಾಯಕರು ನಿಜವಾದ ಆರ್ಥಿಕ ಸತ್ಯ ಅರಿಯದ ಸಂಗತಿಗಳಿಗೆ ಇದು ಉತ್ತರ ನೀಡುತ್ತದೆ. ಕೊನೆಯ ಕೋಲಿನ ನಿರ್ಧಾರ ಜನರದ್ದು. [57, 717, 315, 761]
deadline-body: ಪರೀಕ್ಷೆ-2ಕ್ಕೆ ಅರ್ಜಿ ಸಲ್ಲಿಸಲು ಏ.17 ಕೊನೆಯ ದಿನವಾಗಿದ್ದು, ಅಭ್ಯರ್ಥಿಗಳು ಪರೀಕ್ಷಾ ಮಂಡಳಿಯ ವೆಬ್‌ಸೈಟ್ kseab.karnataka.gov.in ಮೂಲಕ ನೋಂದಣಿ ಮಾಡಿಕೊಳ್ಳಬೇಕು. ಪರೀಕ್ಷೆ-1 ರಲ್ಲಿ ಅನುತ್ತೀರ್ಣರಾದ ವಿದ್ಯಾರ್ಥಿಗಳಿಗೆ ಶುಲ್ಕ ವಿನಾಯಿತಿ ಇದೆ. ಪ್ರತಿ ವಿಷಯಕ್ಕೆ ರೂ.175, ಒಂದು ವಿಷಯಕ್ಕೆ (ಎರಡನೇ ಬಾರಿ) 350 ರೂ. ನಿಗದಿ ಪಡಿಸಲಾಗಿದೆ. [1117, 1137, 1490, 1197]
dateline: ಪ್ರಿಂ: [1074, 253, 1098, 272]
bengal-box-body [353, 2187, 737, 2341]
topper-quote-box [595, 952, 825, 1182]
sign-text: ಆರ್ಥಿಕವಾಗಿ ನಿಮ್ಮ ಸ್ಥಿತಿ ಸುಧಾರಿಸಲಿದೆ. ವಿರಾಮದ ದಿನ. [54, 1657, 186, 1681]
effort-box-body: ಕಲಬುರಗಿಯ ವಿಜಯ ನಗರದ (ವಿಐ) ಮಹಿಳಾ ಪಿಯು ಕಾಲೇಜಿನ ಮುಖ್ಯಗುರುಗಳಾದ ಡಾ. ಮೋಹನ್ ರಾಜ ಹತ್ತರ ಮಾತನಾಡಿ, ಸೃಷ್ಟಿಯು ಸಾಧನೆ ನಮ್ಮ ಕಾಲೇಜಿಗೆ ಮಾತ್ರವಲ್ಲದೆ ಹೈದರಾಬಾದ್ ಕರ್ನಾಟಕ ಶಿಕ್ಷಣ ಸಂಸ್ಥೆಗೆ ಹೆಮ್ಮೆಯ ವಿಷಯವಾಗಿದೆ. ಕಳೆದ ಎರಡು ವರ್ಷಗಳಿಂದ ನಿರಂತರ ಪರಿಶ್ರಮದ ಫಲವಾಗಿ ಕಳೆದ ವರ್ಷ 587 ಅಂಕಗಳೊಂದಿಗೆ ಟಾಪ್ 10ರಲ್ಲಿ ಸ್ಥಾನ ಪಡೆದಿದ್ದಳು. ಈ ಬಾರಿ ಸೃಷ್ಟಿ ಯನ್ನು ಪ್ರಥಮ ಸ್ಥಾನಕ್ಕೆ ತರಲು ಶ್ರಮಿಸಿದ್ದೇವೆ ಎಂದರು. [601, 780, 1084, 822]
district-row [541, 297, 701, 318]
